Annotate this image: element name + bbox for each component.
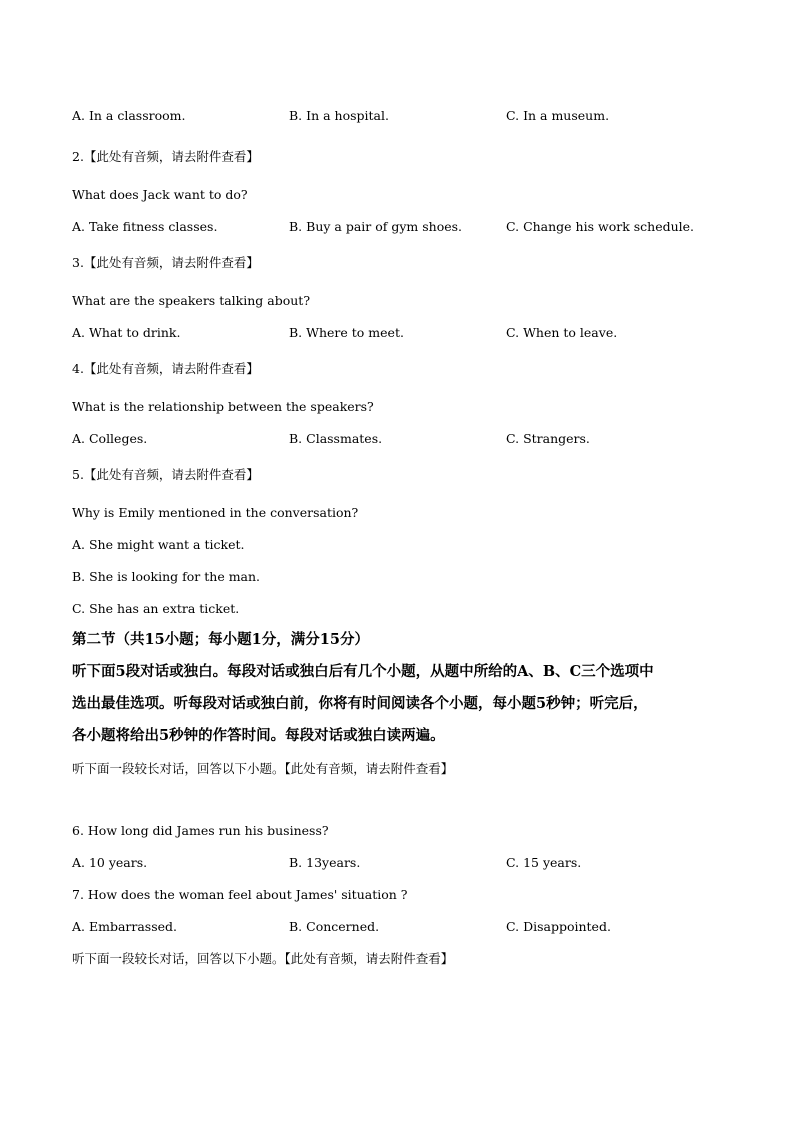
q3-header: 3.【此处有音频，请去附件查看】: [72, 255, 259, 270]
q5-option-a: A. She might want a ticket.: [72, 537, 245, 552]
q2-option-c: C. Change his work schedule.: [506, 219, 695, 234]
q3-option-c: C. When to leave.: [506, 325, 618, 340]
q7-question: 7. How does the woman feel about James' situation ?: [72, 887, 408, 902]
q7-option-a: A. Embarrassed.: [72, 919, 178, 934]
q4-option-c: C. Strangers.: [506, 431, 590, 446]
q3-question: What are the speakers talking about?: [72, 293, 311, 308]
section2-title: 第二节（共15小题；每小题1分，满分15分）: [72, 631, 369, 648]
q1-option-a: A. In a classroom.: [72, 108, 186, 123]
section2-intro-2: 听下面一段较长对话，回答以下小题。【此处有音频，请去附件查看】: [72, 951, 454, 966]
q1-option-c: C. In a museum.: [506, 108, 610, 123]
section2-instructions-line2: 选出最佳选项。听每段对话或独白前，你将有时间阅读各个小题，每小题5秒钟；听完后，: [72, 695, 648, 712]
section2-instructions-line1: 听下面5段对话或独白。每段对话或独白后有几个小题，从题中所给的A、B、C三个选项中: [72, 663, 654, 680]
q5-question: Why is Emily mentioned in the conversation?: [72, 505, 359, 520]
q1-option-b: B. In a hospital.: [289, 108, 389, 123]
q6-option-a: A. 10 years.: [72, 855, 148, 870]
q6-question: 6. How long did James run his business?: [72, 823, 329, 838]
q6-option-b: B. 13years.: [289, 855, 361, 870]
q2-header: 2.【此处有音频，请去附件查看】: [72, 149, 259, 164]
q4-question: What is the relationship between the speakers?: [72, 399, 374, 414]
q5-option-c: C. She has an extra ticket.: [72, 601, 240, 616]
q5-header: 5.【此处有音频，请去附件查看】: [72, 467, 259, 482]
q3-option-b: B. Where to meet.: [289, 325, 404, 340]
q7-option-c: C. Disappointed.: [506, 919, 611, 934]
q2-option-a: A. Take fitness classes.: [72, 219, 218, 234]
q4-option-b: B. Classmates.: [289, 431, 383, 446]
q4-option-a: A. Colleges.: [72, 431, 148, 446]
section2-instructions-line3: 各小题将给出5秒钟的作答时间。每段对话或独白读两遍。: [72, 727, 445, 744]
q6-option-c: C. 15 years.: [506, 855, 582, 870]
q2-option-b: B. Buy a pair of gym shoes.: [289, 219, 463, 234]
q7-option-b: B. Concerned.: [289, 919, 380, 934]
q3-option-a: A. What to drink.: [72, 325, 181, 340]
section2-intro-1: 听下面一段较长对话，回答以下小题。【此处有音频，请去附件查看】: [72, 761, 454, 776]
q5-option-b: B. She is looking for the man.: [72, 569, 261, 584]
q2-question: What does Jack want to do?: [72, 187, 248, 202]
q4-header: 4.【此处有音频，请去附件查看】: [72, 361, 259, 376]
